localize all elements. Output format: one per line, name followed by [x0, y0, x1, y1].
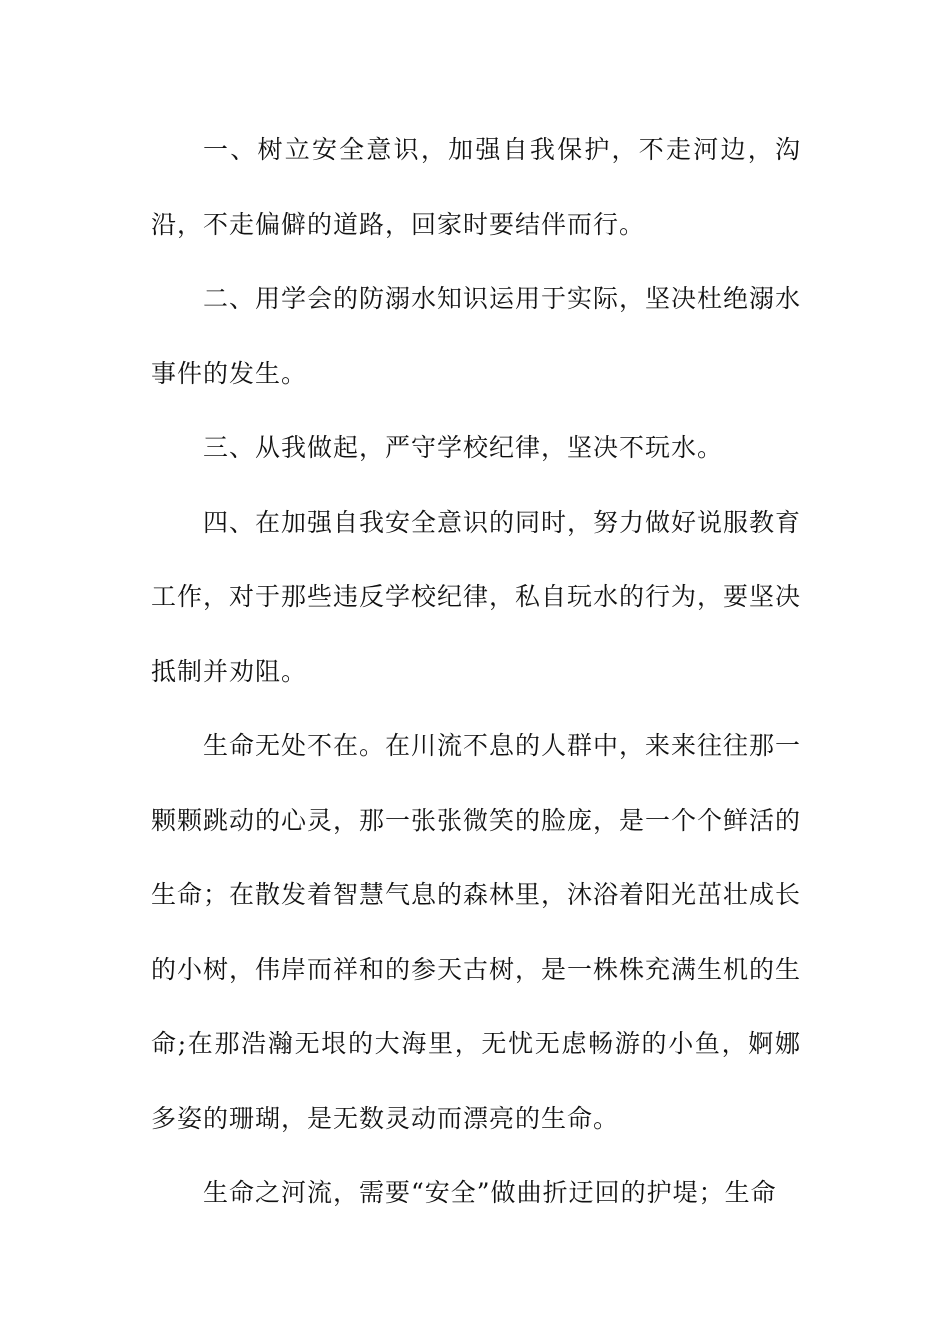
paragraph-3: 三、从我做起，严守学校纪律，坚决不玩水。: [203, 433, 724, 462]
document-body: [151, 113, 801, 1231]
paragraph-2: 二、用学会的防溺水知识运用于实际，坚决杜绝溺水事件的发生。: [151, 284, 802, 388]
paragraph-4: 四、在加强自我安全意识的同时，努力做好说服教育工作，对于那些违反学校纪律，私自玩水的行为，要坚决抵制并劝阻。: [151, 507, 802, 686]
paragraph-5: 生命无处不在。在川流不息的人群中，来来往往那一颗颗跳动的心灵，那一张张微笑的脸庞，是一个个鲜活的生命；在散发着智慧气息的森林里，沐浴着阳光茁壮成长的小树，伟岸而祥和的参天古树，是一株株充满生机的生命;在那浩瀚无垠的大海里，无忧无虑畅游的小鱼，婀娜多姿的珊瑚，是无数灵动而漂亮的生命。: [151, 731, 802, 1133]
paragraph-1: 一、树立安全意识，加强自我保护，不走河边，沟沿，不走偏僻的道路，回家时要结伴而行。: [151, 135, 801, 239]
paragraph-6: 生命之河流，需要“安全”做曲折迂回的护堤；生命: [203, 1178, 777, 1207]
